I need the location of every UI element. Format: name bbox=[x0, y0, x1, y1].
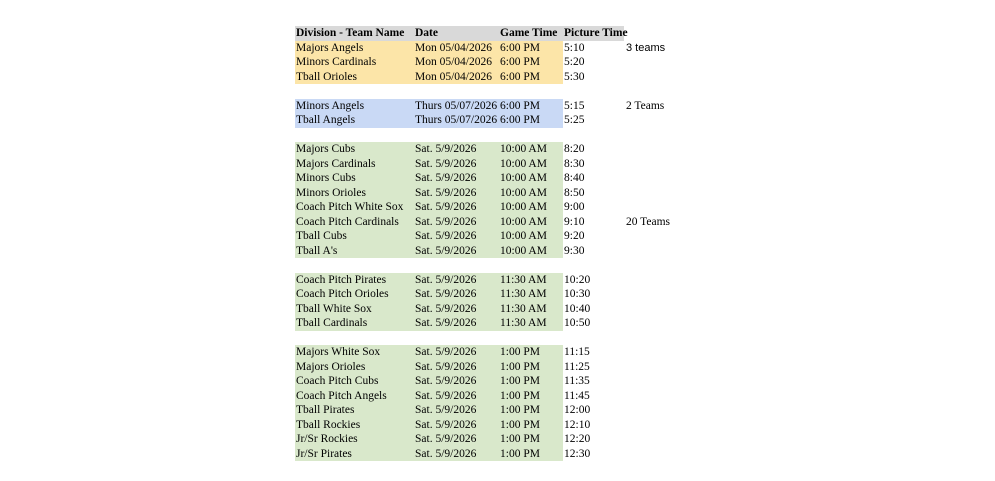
picture-time-cell[interactable]: 10:40 bbox=[564, 302, 591, 315]
date-cell[interactable]: Sat. 5/9/2026 bbox=[414, 418, 499, 433]
team-cell[interactable]: Majors Angels bbox=[295, 41, 414, 56]
date-cell[interactable]: Thurs 05/07/2026 bbox=[415, 99, 498, 112]
table-row bbox=[295, 186, 695, 201]
date-cell[interactable]: Sat. 5/9/2026 bbox=[414, 287, 499, 302]
game-time-cell[interactable]: 10:00 AM bbox=[499, 171, 563, 186]
table-row bbox=[295, 403, 695, 418]
picture-time-cell[interactable]: 9:30 bbox=[564, 244, 585, 257]
team-cell[interactable]: Jr/Sr Pirates bbox=[295, 447, 414, 462]
game-time-cell[interactable]: 10:00 AM bbox=[499, 229, 563, 244]
date-cell[interactable]: Sat. 5/9/2026 bbox=[414, 142, 499, 157]
picture-time-cell[interactable]: 8:30 bbox=[564, 157, 585, 170]
picture-time-cell[interactable]: 10:20 bbox=[564, 273, 591, 286]
picture-time-cell[interactable]: 12:10 bbox=[564, 418, 591, 431]
game-time-cell[interactable]: 1:00 PM bbox=[499, 360, 563, 375]
picture-time-cell[interactable]: 11:15 bbox=[564, 346, 590, 358]
picture-time-cell[interactable]: 8:20 bbox=[564, 143, 585, 155]
table-row bbox=[295, 389, 695, 404]
team-cell[interactable]: Majors White Sox bbox=[295, 345, 414, 360]
game-time-cell[interactable]: 10:00 AM bbox=[499, 244, 563, 259]
header-team[interactable]: Division - Team Name bbox=[295, 26, 414, 41]
header-game-time[interactable]: Game Time bbox=[499, 26, 563, 41]
date-cell[interactable]: Sat. 5/9/2026 bbox=[414, 447, 499, 462]
table-row bbox=[295, 316, 695, 331]
game-time-cell[interactable]: 10:00 AM bbox=[499, 186, 563, 201]
date-cell[interactable]: Sat. 5/9/2026 bbox=[414, 374, 499, 389]
table-row bbox=[295, 142, 695, 157]
picture-time-cell[interactable]: 10:50 bbox=[564, 317, 591, 329]
date-cell[interactable]: Mon 05/04/2026 bbox=[414, 55, 499, 70]
game-time-cell[interactable]: 1:00 PM bbox=[499, 432, 563, 447]
team-cell[interactable]: Tball A's bbox=[295, 244, 414, 259]
picture-time-cell[interactable]: 9:10 bbox=[564, 215, 585, 228]
date-cell[interactable]: Sat. 5/9/2026 bbox=[414, 302, 499, 317]
empty-row bbox=[295, 84, 695, 99]
table-row bbox=[295, 41, 695, 56]
game-time-cell[interactable]: 10:00 AM bbox=[499, 157, 563, 172]
date-cell[interactable]: Sat. 5/9/2026 bbox=[414, 273, 499, 288]
picture-time-cell[interactable]: 11:45 bbox=[564, 389, 590, 402]
table-row bbox=[295, 157, 695, 172]
picture-time-cell[interactable]: 12:00 bbox=[564, 404, 591, 416]
picture-time-cell[interactable]: 8:40 bbox=[564, 172, 585, 184]
team-cell[interactable]: Tball White Sox bbox=[295, 302, 414, 317]
picture-time-cell[interactable]: 8:50 bbox=[564, 186, 585, 199]
table-row bbox=[295, 70, 695, 85]
date-cell[interactable]: Thurs 05/07/2026 bbox=[415, 114, 498, 126]
picture-time-cell[interactable]: 11:35 bbox=[564, 375, 590, 387]
picture-time-cell[interactable]: 12:20 bbox=[564, 433, 591, 445]
table-row bbox=[295, 215, 695, 230]
table-row bbox=[295, 418, 695, 433]
team-cell[interactable]: Coach Pitch Pirates bbox=[295, 273, 414, 288]
game-time-cell[interactable]: 11:30 AM bbox=[499, 273, 563, 288]
team-cell[interactable]: Majors Cubs bbox=[295, 142, 414, 157]
date-cell[interactable]: Sat. 5/9/2026 bbox=[414, 215, 499, 230]
game-time-cell[interactable]: 1:00 PM bbox=[499, 403, 563, 418]
date-cell[interactable]: Sat. 5/9/2026 bbox=[414, 316, 499, 331]
picture-time-cell[interactable]: 5:20 bbox=[564, 56, 585, 68]
game-time-cell[interactable]: 6:00 PM bbox=[499, 41, 563, 56]
header-date[interactable]: Date bbox=[414, 26, 499, 41]
game-time-cell[interactable]: 6:00 PM bbox=[499, 113, 563, 128]
team-cell[interactable]: Jr/Sr Rockies bbox=[295, 432, 414, 447]
team-cell[interactable]: Tball Rockies bbox=[295, 418, 414, 433]
picture-time-cell[interactable]: 5:15 bbox=[564, 99, 585, 112]
game-time-cell[interactable]: 6:00 PM bbox=[499, 70, 563, 85]
game-time-cell[interactable]: 1:00 PM bbox=[499, 389, 563, 404]
picture-time-cell[interactable]: 9:20 bbox=[564, 230, 585, 242]
picture-time-cell[interactable]: 12:30 bbox=[564, 447, 591, 460]
team-cell[interactable]: Coach Pitch Cardinals bbox=[295, 215, 414, 230]
table-row bbox=[295, 113, 695, 128]
header-row bbox=[295, 26, 695, 41]
picture-time-cell[interactable]: 5:30 bbox=[564, 70, 585, 83]
table-row bbox=[295, 55, 695, 70]
team-cell[interactable]: Tball Orioles bbox=[295, 70, 414, 85]
date-cell[interactable]: Sat. 5/9/2026 bbox=[414, 244, 499, 259]
table-row bbox=[295, 99, 695, 114]
date-cell[interactable]: Sat. 5/9/2026 bbox=[414, 389, 499, 404]
game-time-cell[interactable]: 10:00 AM bbox=[499, 200, 563, 215]
game-time-cell[interactable]: 11:30 AM bbox=[499, 287, 563, 302]
table-row bbox=[295, 287, 695, 302]
table-row bbox=[295, 273, 695, 288]
picture-time-cell[interactable]: 10:30 bbox=[564, 288, 591, 300]
team-cell[interactable]: Coach Pitch Orioles bbox=[295, 287, 414, 302]
game-time-cell[interactable]: 1:00 PM bbox=[499, 447, 563, 462]
team-cell[interactable]: Majors Cardinals bbox=[295, 157, 414, 172]
team-cell[interactable]: Tball Cubs bbox=[295, 229, 414, 244]
table-row bbox=[295, 374, 695, 389]
picture-time-cell[interactable]: 11:25 bbox=[564, 360, 590, 373]
date-cell[interactable]: Mon 05/04/2026 bbox=[414, 70, 499, 85]
game-time-cell[interactable]: 6:00 PM bbox=[499, 55, 563, 70]
date-cell[interactable]: Sat. 5/9/2026 bbox=[414, 229, 499, 244]
game-time-cell[interactable]: 6:00 PM bbox=[499, 99, 563, 114]
date-cell[interactable]: Sat. 5/9/2026 bbox=[414, 403, 499, 418]
empty-row bbox=[295, 128, 695, 143]
date-cell[interactable]: Sat. 5/9/2026 bbox=[414, 171, 499, 186]
team-cell[interactable]: Majors Orioles bbox=[295, 360, 414, 375]
picture-time-cell[interactable]: 9:00 bbox=[564, 201, 585, 213]
game-time-cell[interactable]: 10:00 AM bbox=[499, 142, 563, 157]
game-time-cell[interactable]: 1:00 PM bbox=[499, 345, 563, 360]
table-row bbox=[295, 345, 695, 360]
table-row bbox=[295, 171, 695, 186]
schedule-sheet bbox=[295, 26, 695, 461]
table-row bbox=[295, 302, 695, 317]
table-row bbox=[295, 360, 695, 375]
team-cell[interactable]: Coach Pitch Angels bbox=[295, 389, 414, 404]
team-cell[interactable]: Coach Pitch Cubs bbox=[295, 374, 414, 389]
header-picture-time[interactable]: Picture Time bbox=[564, 27, 628, 39]
team-cell[interactable]: Minors Orioles bbox=[295, 186, 414, 201]
date-cell[interactable]: Sat. 5/9/2026 bbox=[414, 157, 499, 172]
table-row bbox=[295, 447, 695, 462]
team-cell[interactable]: Minors Cardinals bbox=[295, 55, 414, 70]
picture-time-cell[interactable]: 5:10 bbox=[564, 41, 585, 54]
table-row bbox=[295, 200, 695, 215]
team-cell[interactable]: Tball Cardinals bbox=[295, 316, 414, 331]
date-cell[interactable]: Sat. 5/9/2026 bbox=[414, 360, 499, 375]
picture-time-cell[interactable]: 5:25 bbox=[564, 114, 585, 126]
team-cell[interactable]: Minors Cubs bbox=[295, 171, 414, 186]
game-time-cell[interactable]: 11:30 AM bbox=[499, 316, 563, 331]
game-time-cell[interactable]: 11:30 AM bbox=[499, 302, 563, 317]
game-time-cell[interactable]: 1:00 PM bbox=[499, 418, 563, 433]
group-note[interactable]: 3 teams bbox=[626, 41, 666, 54]
team-cell[interactable]: Minors Angels bbox=[295, 99, 414, 114]
group-note[interactable]: 20 Teams bbox=[626, 215, 671, 228]
empty-row bbox=[295, 258, 695, 273]
date-cell[interactable]: Sat. 5/9/2026 bbox=[414, 200, 499, 215]
date-cell[interactable]: Mon 05/04/2026 bbox=[414, 41, 499, 56]
date-cell[interactable]: Sat. 5/9/2026 bbox=[414, 186, 499, 201]
table-row bbox=[295, 432, 695, 447]
date-cell[interactable]: Sat. 5/9/2026 bbox=[414, 432, 499, 447]
table-row bbox=[295, 244, 695, 259]
game-time-cell[interactable]: 1:00 PM bbox=[499, 374, 563, 389]
empty-row bbox=[295, 331, 695, 346]
group-note[interactable]: 2 Teams bbox=[626, 99, 665, 112]
team-cell[interactable]: Coach Pitch White Sox bbox=[295, 200, 414, 215]
date-cell[interactable]: Sat. 5/9/2026 bbox=[414, 345, 499, 360]
team-cell[interactable]: Tball Angels bbox=[295, 113, 414, 128]
game-time-cell[interactable]: 10:00 AM bbox=[499, 215, 563, 230]
team-cell[interactable]: Tball Pirates bbox=[295, 403, 414, 418]
table-row bbox=[295, 229, 695, 244]
